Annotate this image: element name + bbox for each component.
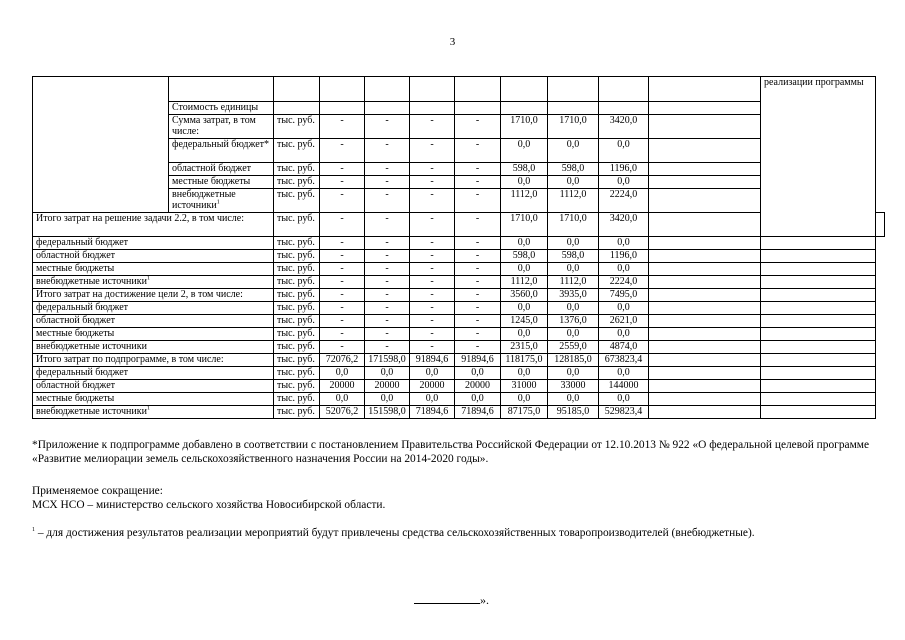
table-row: [33, 139, 885, 163]
value-cell: 0,0: [320, 393, 365, 406]
value-cell: -: [455, 213, 501, 237]
table-row: [33, 367, 885, 380]
abbreviation-heading: Применяемое сокращение:: [32, 485, 163, 497]
value-cell: -: [455, 115, 501, 139]
value-cell: 0,0: [599, 302, 649, 315]
value-cell: 1710,0: [548, 213, 599, 237]
unit-cell: тыс. руб.: [274, 380, 320, 393]
value-cell: -: [410, 189, 455, 213]
value-cell: -: [365, 315, 410, 328]
value-cell: -: [455, 302, 501, 315]
empty-cell: [761, 328, 876, 341]
value-cell: 0,0: [320, 367, 365, 380]
value-cell: 0,0: [548, 367, 599, 380]
value-cell: 1196,0: [599, 250, 649, 263]
value-cell: 72076,2: [320, 354, 365, 367]
value-cell: 4874,0: [599, 341, 649, 354]
footnote-ref: 1: [146, 405, 150, 412]
value-cell: 31000: [501, 380, 548, 393]
page-number: 3: [449, 36, 456, 48]
footnote: [32, 526, 882, 540]
empty-cell: [649, 139, 761, 163]
value-cell: 1112,0: [548, 189, 599, 213]
footnote-mark: 1: [32, 527, 35, 534]
value-cell: -: [365, 237, 410, 250]
value-cell: -: [455, 139, 501, 163]
budget-table: [32, 76, 885, 419]
value-cell: 71894,6: [410, 406, 455, 419]
empty-cell: [649, 176, 761, 189]
value-cell: -: [410, 341, 455, 354]
table-row: [33, 176, 885, 189]
row-label: областной бюджет: [33, 380, 274, 393]
table-row: [33, 406, 885, 419]
table-row: [33, 189, 885, 213]
row-label: внебюджетные источники$^1$: [169, 189, 274, 213]
value-cell: 7495,0: [599, 289, 649, 302]
value-cell: 0,0: [365, 393, 410, 406]
value-cell: 0,0: [501, 302, 548, 315]
value-cell: 1112,0: [501, 276, 548, 289]
unit-cell: тыс. руб.: [274, 367, 320, 380]
unit-cell: тыс. руб.: [274, 341, 320, 354]
table-row: [33, 77, 885, 102]
empty-cell: [761, 380, 876, 393]
value-cell: -: [320, 139, 365, 163]
row-label: местные бюджеты: [169, 176, 274, 189]
value-cell: -: [410, 163, 455, 176]
value-cell: 0,0: [501, 367, 548, 380]
unit-cell: тыс. руб.: [274, 176, 320, 189]
value-cell: 91894,6: [455, 354, 501, 367]
empty-cell: [649, 102, 761, 115]
table-row: [33, 302, 885, 315]
value-cell: -: [410, 115, 455, 139]
value-cell: 2315,0: [501, 341, 548, 354]
annex-note: *Приложение к подпрограмме добавлено в соответствии с постановлением Правительства Российской Федерации от 12.10.2013 № 922 «О федеральной целевой программе «Развитие мелиорации земель сельскохозяйственного назначения России на 2014-2020 годы».: [32, 439, 870, 465]
value-cell: -: [320, 163, 365, 176]
value-cell: 52076,2: [320, 406, 365, 419]
value-cell: [455, 102, 501, 115]
value-cell: 1112,0: [548, 276, 599, 289]
value-cell: -: [455, 328, 501, 341]
row-label: областной бюджет: [33, 315, 274, 328]
empty-cell: [649, 354, 761, 367]
empty-cell: [649, 380, 761, 393]
value-cell: -: [365, 302, 410, 315]
empty-cell: [649, 406, 761, 419]
empty-cell: [649, 263, 761, 276]
end-quote: ».: [480, 593, 489, 607]
indent-cell: [33, 102, 169, 115]
empty-cell: [761, 237, 876, 250]
table-row: [33, 328, 885, 341]
value-cell: 1376,0: [548, 315, 599, 328]
empty-cell: [649, 328, 761, 341]
empty-cell: [876, 213, 885, 237]
value-cell: 0,0: [548, 393, 599, 406]
value-cell: -: [320, 237, 365, 250]
value-cell: -: [410, 263, 455, 276]
unit-cell: тыс. руб.: [274, 189, 320, 213]
value-cell: -: [455, 163, 501, 176]
value-cell: 91894,6: [410, 354, 455, 367]
value-cell: -: [410, 328, 455, 341]
value-cell: -: [320, 176, 365, 189]
table-row: [33, 263, 885, 276]
table-row: [33, 380, 885, 393]
empty-cell: [761, 263, 876, 276]
value-cell: 0,0: [501, 139, 548, 163]
table-row: [33, 163, 885, 176]
unit-cell: тыс. руб.: [274, 213, 320, 237]
empty-cell: [649, 315, 761, 328]
value-cell: 0,0: [455, 393, 501, 406]
empty-cell: [649, 367, 761, 380]
value-cell: -: [365, 250, 410, 263]
signature-line: [414, 592, 480, 604]
unit-cell: тыс. руб.: [274, 263, 320, 276]
empty-cell: [649, 341, 761, 354]
value-cell: -: [410, 139, 455, 163]
table-body: [33, 77, 885, 419]
value-cell: 1196,0: [599, 163, 649, 176]
unit-cell: тыс. руб.: [274, 393, 320, 406]
value-cell: 171598,0: [365, 354, 410, 367]
value-cell: -: [455, 237, 501, 250]
value-cell: 0,0: [455, 367, 501, 380]
value-cell: -: [455, 341, 501, 354]
indent-cell: [33, 163, 169, 176]
row-label: местные бюджеты: [33, 263, 274, 276]
empty-cell: [649, 189, 761, 213]
indent-cell: [33, 115, 169, 139]
value-cell: -: [410, 176, 455, 189]
value-cell: 95185,0: [548, 406, 599, 419]
unit-cell: тыс. руб.: [274, 250, 320, 263]
indent-cell: [33, 176, 169, 189]
empty-cell: [761, 367, 876, 380]
empty-cell: [649, 250, 761, 263]
value-cell: [365, 102, 410, 115]
table-row: [33, 115, 885, 139]
table-row: [33, 276, 885, 289]
value-cell: 0,0: [548, 237, 599, 250]
value-cell: -: [365, 115, 410, 139]
footnote-ref: 1: [216, 199, 220, 206]
value-cell: -: [365, 276, 410, 289]
unit-cell: тыс. руб.: [274, 289, 320, 302]
value-cell: [410, 102, 455, 115]
empty-cell: [649, 237, 761, 250]
empty-cell: [649, 115, 761, 139]
value-cell: 0,0: [548, 328, 599, 341]
value-cell: 0,0: [365, 367, 410, 380]
value-cell: -: [455, 250, 501, 263]
row-label: Стоимость единицы: [169, 102, 274, 115]
value-cell: -: [320, 289, 365, 302]
value-cell: -: [410, 276, 455, 289]
table-row: [33, 354, 885, 367]
value-cell: 1710,0: [501, 213, 548, 237]
value-cell: -: [410, 302, 455, 315]
value-cell: -: [320, 263, 365, 276]
unit-cell: [274, 102, 320, 115]
empty-cell: [649, 393, 761, 406]
value-cell: 20000: [455, 380, 501, 393]
value-cell: 1710,0: [501, 115, 548, 139]
empty-cell: [761, 393, 876, 406]
indent-cell: [33, 189, 169, 213]
empty-cell: [649, 302, 761, 315]
value-cell: 0,0: [501, 176, 548, 189]
value-cell: 0,0: [410, 393, 455, 406]
empty-cell: [761, 276, 876, 289]
value-cell: 2559,0: [548, 341, 599, 354]
value-cell: 529823,4: [599, 406, 649, 419]
abbreviation-text: МСХ НСО – министерство сельского хозяйства Новосибирской области.: [32, 499, 386, 511]
value-cell: 20000: [320, 380, 365, 393]
empty-cell: [649, 289, 761, 302]
value-cell: -: [455, 176, 501, 189]
unit-cell: тыс. руб.: [274, 237, 320, 250]
empty-cell: [761, 354, 876, 367]
value-cell: -: [365, 328, 410, 341]
value-cell: 0,0: [599, 367, 649, 380]
unit-cell: тыс. руб.: [274, 328, 320, 341]
value-cell: 0,0: [599, 393, 649, 406]
unit-cell: тыс. руб.: [274, 276, 320, 289]
value-cell: 3935,0: [548, 289, 599, 302]
value-cell: -: [365, 163, 410, 176]
value-cell: 598,0: [548, 250, 599, 263]
value-cell: -: [455, 276, 501, 289]
value-cell: 0,0: [501, 237, 548, 250]
value-cell: -: [365, 289, 410, 302]
unit-cell: тыс. руб.: [274, 115, 320, 139]
row-label: Итого затрат по подпрограмме, в том числе:: [33, 354, 274, 367]
empty-cell: [649, 163, 761, 176]
table-row: [33, 237, 885, 250]
value-cell: 0,0: [599, 263, 649, 276]
row-label: внебюджетные источники$^1$: [33, 276, 274, 289]
value-cell: -: [320, 276, 365, 289]
table-row: [33, 341, 885, 354]
row-label: внебюджетные источники$^1$: [33, 406, 274, 419]
value-cell: [501, 102, 548, 115]
empty-cell: [761, 302, 876, 315]
row-label: Итого затрат на достижение цели 2, в том числе:: [33, 289, 274, 302]
unit-cell: тыс. руб.: [274, 139, 320, 163]
value-cell: 0,0: [548, 176, 599, 189]
value-cell: 87175,0: [501, 406, 548, 419]
empty-cell: [761, 406, 876, 419]
footnote-text: – для достижения результатов реализации мероприятий будут привлечены средства сельскохозяйственных товаропроизводителей (внебюджетные).: [35, 527, 755, 539]
value-cell: 2224,0: [599, 276, 649, 289]
value-cell: 0,0: [501, 328, 548, 341]
value-cell: -: [320, 189, 365, 213]
row-label: местные бюджеты: [33, 393, 274, 406]
value-cell: 0,0: [501, 393, 548, 406]
end-mark: [414, 592, 489, 608]
row-label: Сумма затрат, в том числе:: [169, 115, 274, 139]
value-cell: 598,0: [548, 163, 599, 176]
value-cell: -: [410, 289, 455, 302]
value-cell: [599, 102, 649, 115]
value-cell: -: [455, 263, 501, 276]
value-cell: [548, 102, 599, 115]
row-label: федеральный бюджет: [33, 302, 274, 315]
value-cell: 118175,0: [501, 354, 548, 367]
table-row: [33, 102, 885, 115]
value-cell: -: [365, 176, 410, 189]
empty-cell: [649, 276, 761, 289]
value-cell: 144000: [599, 380, 649, 393]
row-label: областной бюджет: [169, 163, 274, 176]
value-cell: -: [455, 189, 501, 213]
value-cell: 20000: [365, 380, 410, 393]
empty-cell: [761, 289, 876, 302]
unit-cell: тыс. руб.: [274, 163, 320, 176]
value-cell: 0,0: [599, 237, 649, 250]
value-cell: -: [410, 237, 455, 250]
value-cell: -: [410, 213, 455, 237]
value-cell: 1710,0: [548, 115, 599, 139]
value-cell: -: [365, 189, 410, 213]
value-cell: 598,0: [501, 163, 548, 176]
unit-cell: тыс. руб.: [274, 302, 320, 315]
table-row: [33, 213, 885, 237]
value-cell: 0,0: [548, 263, 599, 276]
value-cell: -: [320, 115, 365, 139]
value-cell: 151598,0: [365, 406, 410, 419]
top-right-note: реализации программы: [761, 77, 876, 237]
footnote-ref: 1: [146, 275, 150, 282]
row-label: федеральный бюджет: [33, 367, 274, 380]
row-label: федеральный бюджет: [33, 237, 274, 250]
value-cell: 20000: [410, 380, 455, 393]
row-label: местные бюджеты: [33, 328, 274, 341]
value-cell: -: [365, 213, 410, 237]
row-label: областной бюджет: [33, 250, 274, 263]
value-cell: -: [320, 315, 365, 328]
empty-cell: [761, 250, 876, 263]
value-cell: -: [365, 139, 410, 163]
value-cell: 33000: [548, 380, 599, 393]
row-label: внебюджетные источники: [33, 341, 274, 354]
value-cell: 0,0: [599, 139, 649, 163]
value-cell: -: [455, 315, 501, 328]
table-row: [33, 393, 885, 406]
value-cell: 0,0: [410, 367, 455, 380]
table-row: [33, 250, 885, 263]
empty-cell: [761, 341, 876, 354]
value-cell: -: [365, 263, 410, 276]
unit-cell: тыс. руб.: [274, 315, 320, 328]
table-row: [33, 315, 885, 328]
value-cell: -: [410, 315, 455, 328]
value-cell: -: [410, 250, 455, 263]
value-cell: 0,0: [599, 328, 649, 341]
value-cell: 0,0: [548, 139, 599, 163]
value-cell: 0,0: [501, 263, 548, 276]
unit-cell: тыс. руб.: [274, 354, 320, 367]
value-cell: [320, 102, 365, 115]
row-label: Итого затрат на решение задачи 2.2, в том числе:: [33, 213, 274, 237]
unit-cell: тыс. руб.: [274, 406, 320, 419]
empty-cell: [649, 213, 761, 237]
value-cell: 71894,6: [455, 406, 501, 419]
value-cell: 0,0: [599, 176, 649, 189]
row-label: федеральный бюджет*: [169, 139, 274, 163]
value-cell: 673823,4: [599, 354, 649, 367]
value-cell: 1245,0: [501, 315, 548, 328]
value-cell: 3560,0: [501, 289, 548, 302]
value-cell: 128185,0: [548, 354, 599, 367]
value-cell: -: [320, 213, 365, 237]
value-cell: 2224,0: [599, 189, 649, 213]
value-cell: 0,0: [548, 302, 599, 315]
value-cell: 1112,0: [501, 189, 548, 213]
value-cell: -: [320, 328, 365, 341]
value-cell: -: [320, 341, 365, 354]
value-cell: 3420,0: [599, 213, 649, 237]
value-cell: -: [365, 341, 410, 354]
indent-cell: [33, 139, 169, 163]
value-cell: -: [455, 289, 501, 302]
value-cell: -: [320, 250, 365, 263]
empty-cell: [761, 315, 876, 328]
value-cell: 3420,0: [599, 115, 649, 139]
value-cell: 598,0: [501, 250, 548, 263]
value-cell: -: [320, 302, 365, 315]
table-row: [33, 289, 885, 302]
value-cell: 2621,0: [599, 315, 649, 328]
